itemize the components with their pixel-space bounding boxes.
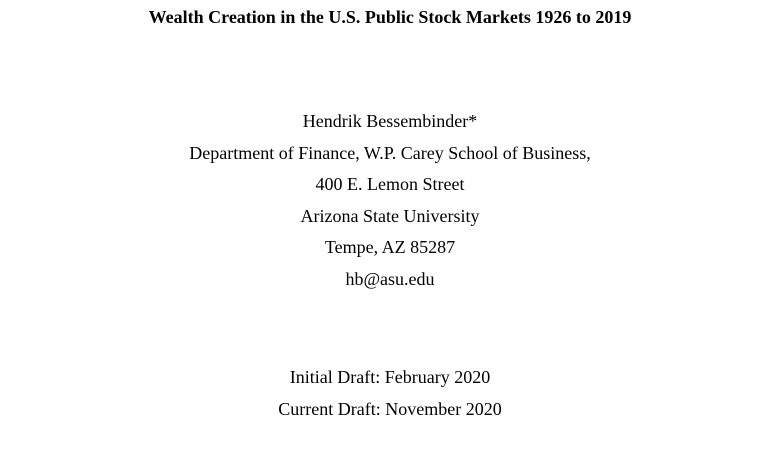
paper-title: Wealth Creation in the U.S. Public Stock Markets 1926 to 2019 <box>148 7 632 27</box>
draft-dates-block <box>0 362 780 425</box>
author-name: Hendrik Bessembinder* <box>302 111 478 131</box>
initial-draft-date: Initial Draft: February 2020 <box>289 367 491 387</box>
current-draft-date: Current Draft: November 2020 <box>278 398 502 419</box>
author-city: Tempe, AZ 85287 <box>324 237 456 257</box>
author-affiliation-block <box>0 106 780 295</box>
author-email: hb@asu.edu <box>345 268 435 289</box>
author-department: Department of Finance, W.P. Carey School of Business, <box>189 142 591 163</box>
author-university: Arizona State University <box>300 205 480 226</box>
author-street: 400 E. Lemon Street <box>315 174 465 194</box>
